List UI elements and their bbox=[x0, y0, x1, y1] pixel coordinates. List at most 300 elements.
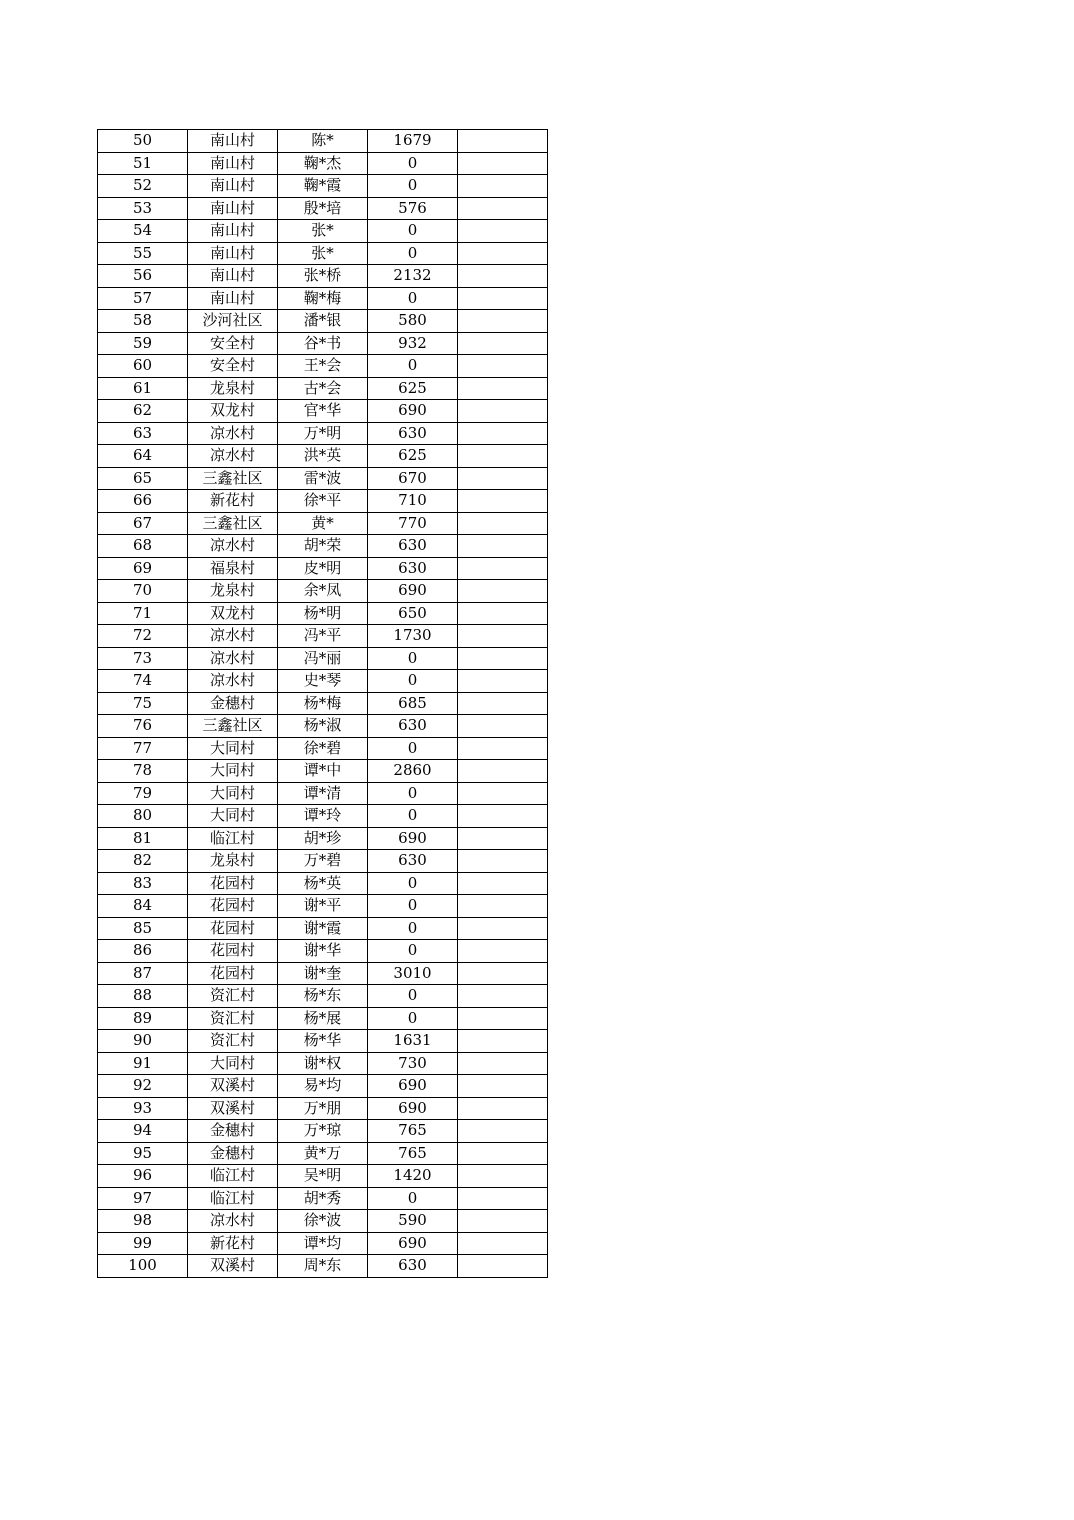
table-row bbox=[98, 355, 548, 378]
row-number-cell: 92 bbox=[98, 1075, 188, 1098]
village-cell: 福泉村 bbox=[188, 557, 278, 580]
name-cell: 王*会 bbox=[278, 355, 368, 378]
amount-cell: 0 bbox=[368, 940, 458, 963]
village-cell: 三鑫社区 bbox=[188, 467, 278, 490]
row-number-cell: 77 bbox=[98, 737, 188, 760]
name-cell: 胡*荣 bbox=[278, 535, 368, 558]
remark-cell bbox=[458, 670, 548, 693]
remark-cell bbox=[458, 895, 548, 918]
village-cell: 双龙村 bbox=[188, 400, 278, 423]
name-cell: 杨*英 bbox=[278, 872, 368, 895]
row-number-cell: 73 bbox=[98, 647, 188, 670]
row-number-cell: 75 bbox=[98, 692, 188, 715]
name-cell: 杨*梅 bbox=[278, 692, 368, 715]
name-cell: 鞠*梅 bbox=[278, 287, 368, 310]
amount-cell: 0 bbox=[368, 872, 458, 895]
name-cell: 张*桥 bbox=[278, 265, 368, 288]
name-cell: 杨*展 bbox=[278, 1007, 368, 1030]
amount-cell: 0 bbox=[368, 175, 458, 198]
row-number-cell: 74 bbox=[98, 670, 188, 693]
remark-cell bbox=[458, 557, 548, 580]
row-number-cell: 60 bbox=[98, 355, 188, 378]
table-row bbox=[98, 197, 548, 220]
remark-cell bbox=[458, 197, 548, 220]
amount-cell: 0 bbox=[368, 647, 458, 670]
row-number-cell: 55 bbox=[98, 242, 188, 265]
table-row bbox=[98, 1120, 548, 1143]
row-number-cell: 84 bbox=[98, 895, 188, 918]
amount-cell: 1420 bbox=[368, 1165, 458, 1188]
amount-cell: 0 bbox=[368, 1187, 458, 1210]
amount-cell: 0 bbox=[368, 895, 458, 918]
name-cell: 万*碧 bbox=[278, 850, 368, 873]
table-row bbox=[98, 1052, 548, 1075]
amount-cell: 690 bbox=[368, 1097, 458, 1120]
amount-cell: 630 bbox=[368, 557, 458, 580]
village-cell: 花园村 bbox=[188, 895, 278, 918]
name-cell: 杨*华 bbox=[278, 1030, 368, 1053]
name-cell: 谭*中 bbox=[278, 760, 368, 783]
name-cell: 余*凤 bbox=[278, 580, 368, 603]
table-row bbox=[98, 895, 548, 918]
row-number-cell: 90 bbox=[98, 1030, 188, 1053]
village-cell: 安全村 bbox=[188, 332, 278, 355]
remark-cell bbox=[458, 1232, 548, 1255]
village-cell: 大同村 bbox=[188, 760, 278, 783]
village-cell: 凉水村 bbox=[188, 625, 278, 648]
amount-cell: 1730 bbox=[368, 625, 458, 648]
row-number-cell: 50 bbox=[98, 130, 188, 153]
amount-cell: 2860 bbox=[368, 760, 458, 783]
remark-cell bbox=[458, 512, 548, 535]
remark-cell bbox=[458, 1007, 548, 1030]
village-cell: 南山村 bbox=[188, 197, 278, 220]
amount-cell: 690 bbox=[368, 827, 458, 850]
row-number-cell: 82 bbox=[98, 850, 188, 873]
village-cell: 双溪村 bbox=[188, 1255, 278, 1278]
row-number-cell: 80 bbox=[98, 805, 188, 828]
row-number-cell: 87 bbox=[98, 962, 188, 985]
amount-cell: 630 bbox=[368, 422, 458, 445]
remark-cell bbox=[458, 602, 548, 625]
table-row bbox=[98, 647, 548, 670]
amount-cell: 690 bbox=[368, 400, 458, 423]
name-cell: 徐*碧 bbox=[278, 737, 368, 760]
row-number-cell: 62 bbox=[98, 400, 188, 423]
table-row bbox=[98, 152, 548, 175]
table-row bbox=[98, 1142, 548, 1165]
remark-cell bbox=[458, 422, 548, 445]
amount-cell: 0 bbox=[368, 917, 458, 940]
table-row bbox=[98, 332, 548, 355]
amount-cell: 630 bbox=[368, 1255, 458, 1278]
remark-cell bbox=[458, 265, 548, 288]
table-row bbox=[98, 220, 548, 243]
village-cell: 龙泉村 bbox=[188, 580, 278, 603]
village-cell: 凉水村 bbox=[188, 445, 278, 468]
table-body bbox=[98, 130, 548, 1278]
amount-cell: 690 bbox=[368, 580, 458, 603]
name-cell: 易*均 bbox=[278, 1075, 368, 1098]
remark-cell bbox=[458, 332, 548, 355]
amount-cell: 590 bbox=[368, 1210, 458, 1233]
table-row bbox=[98, 1075, 548, 1098]
village-cell: 凉水村 bbox=[188, 535, 278, 558]
table-row bbox=[98, 1030, 548, 1053]
amount-cell: 625 bbox=[368, 445, 458, 468]
remark-cell bbox=[458, 175, 548, 198]
remark-cell bbox=[458, 692, 548, 715]
table-row bbox=[98, 445, 548, 468]
village-cell: 双溪村 bbox=[188, 1097, 278, 1120]
name-cell: 冯*丽 bbox=[278, 647, 368, 670]
remark-cell bbox=[458, 1120, 548, 1143]
row-number-cell: 70 bbox=[98, 580, 188, 603]
name-cell: 谭*清 bbox=[278, 782, 368, 805]
village-cell: 花园村 bbox=[188, 917, 278, 940]
remark-cell bbox=[458, 872, 548, 895]
table-row bbox=[98, 1232, 548, 1255]
amount-cell: 630 bbox=[368, 715, 458, 738]
remark-cell bbox=[458, 760, 548, 783]
village-cell: 南山村 bbox=[188, 152, 278, 175]
table-row bbox=[98, 715, 548, 738]
row-number-cell: 91 bbox=[98, 1052, 188, 1075]
row-number-cell: 56 bbox=[98, 265, 188, 288]
remark-cell bbox=[458, 1097, 548, 1120]
table-row bbox=[98, 377, 548, 400]
remark-cell bbox=[458, 1165, 548, 1188]
row-number-cell: 100 bbox=[98, 1255, 188, 1278]
amount-cell: 0 bbox=[368, 737, 458, 760]
remark-cell bbox=[458, 1075, 548, 1098]
name-cell: 杨*东 bbox=[278, 985, 368, 1008]
amount-cell: 650 bbox=[368, 602, 458, 625]
amount-cell: 630 bbox=[368, 535, 458, 558]
name-cell: 吴*明 bbox=[278, 1165, 368, 1188]
row-number-cell: 93 bbox=[98, 1097, 188, 1120]
village-cell: 花园村 bbox=[188, 940, 278, 963]
table-row bbox=[98, 512, 548, 535]
amount-cell: 0 bbox=[368, 670, 458, 693]
row-number-cell: 76 bbox=[98, 715, 188, 738]
name-cell: 谢*霞 bbox=[278, 917, 368, 940]
name-cell: 谷*书 bbox=[278, 332, 368, 355]
row-number-cell: 94 bbox=[98, 1120, 188, 1143]
name-cell: 杨*明 bbox=[278, 602, 368, 625]
amount-cell: 1679 bbox=[368, 130, 458, 153]
row-number-cell: 97 bbox=[98, 1187, 188, 1210]
village-cell: 凉水村 bbox=[188, 647, 278, 670]
amount-cell: 0 bbox=[368, 1007, 458, 1030]
remark-cell bbox=[458, 737, 548, 760]
table-row bbox=[98, 737, 548, 760]
row-number-cell: 81 bbox=[98, 827, 188, 850]
name-cell: 鞠*霞 bbox=[278, 175, 368, 198]
name-cell: 古*会 bbox=[278, 377, 368, 400]
remark-cell bbox=[458, 130, 548, 153]
table-row bbox=[98, 557, 548, 580]
village-cell: 凉水村 bbox=[188, 670, 278, 693]
amount-cell: 710 bbox=[368, 490, 458, 513]
row-number-cell: 69 bbox=[98, 557, 188, 580]
remark-cell bbox=[458, 962, 548, 985]
table-row bbox=[98, 287, 548, 310]
amount-cell: 580 bbox=[368, 310, 458, 333]
name-cell: 雷*波 bbox=[278, 467, 368, 490]
table-row bbox=[98, 692, 548, 715]
table-row bbox=[98, 1210, 548, 1233]
row-number-cell: 95 bbox=[98, 1142, 188, 1165]
remark-cell bbox=[458, 1210, 548, 1233]
row-number-cell: 59 bbox=[98, 332, 188, 355]
village-cell: 金穗村 bbox=[188, 1142, 278, 1165]
village-cell: 双龙村 bbox=[188, 602, 278, 625]
row-number-cell: 96 bbox=[98, 1165, 188, 1188]
table-row bbox=[98, 175, 548, 198]
remark-cell bbox=[458, 827, 548, 850]
remark-cell bbox=[458, 535, 548, 558]
remark-cell bbox=[458, 850, 548, 873]
row-number-cell: 86 bbox=[98, 940, 188, 963]
remark-cell bbox=[458, 310, 548, 333]
village-cell: 龙泉村 bbox=[188, 850, 278, 873]
name-cell: 鞠*杰 bbox=[278, 152, 368, 175]
amount-cell: 690 bbox=[368, 1232, 458, 1255]
amount-cell: 625 bbox=[368, 377, 458, 400]
village-cell: 南山村 bbox=[188, 220, 278, 243]
name-cell: 张* bbox=[278, 220, 368, 243]
row-number-cell: 79 bbox=[98, 782, 188, 805]
table-row bbox=[98, 872, 548, 895]
table-row bbox=[98, 827, 548, 850]
remark-cell bbox=[458, 805, 548, 828]
row-number-cell: 72 bbox=[98, 625, 188, 648]
row-number-cell: 88 bbox=[98, 985, 188, 1008]
name-cell: 徐*波 bbox=[278, 1210, 368, 1233]
table-row bbox=[98, 400, 548, 423]
remark-cell bbox=[458, 355, 548, 378]
village-cell: 龙泉村 bbox=[188, 377, 278, 400]
village-cell: 南山村 bbox=[188, 242, 278, 265]
name-cell: 谢*平 bbox=[278, 895, 368, 918]
name-cell: 张* bbox=[278, 242, 368, 265]
remark-cell bbox=[458, 242, 548, 265]
village-cell: 花园村 bbox=[188, 872, 278, 895]
name-cell: 官*华 bbox=[278, 400, 368, 423]
table-row bbox=[98, 242, 548, 265]
table-row bbox=[98, 467, 548, 490]
amount-cell: 770 bbox=[368, 512, 458, 535]
amount-cell: 0 bbox=[368, 152, 458, 175]
name-cell: 史*琴 bbox=[278, 670, 368, 693]
row-number-cell: 61 bbox=[98, 377, 188, 400]
village-cell: 三鑫社区 bbox=[188, 512, 278, 535]
village-cell: 临江村 bbox=[188, 1187, 278, 1210]
remark-cell bbox=[458, 917, 548, 940]
remark-cell bbox=[458, 647, 548, 670]
amount-cell: 0 bbox=[368, 287, 458, 310]
amount-cell: 2132 bbox=[368, 265, 458, 288]
remark-cell bbox=[458, 625, 548, 648]
amount-cell: 765 bbox=[368, 1120, 458, 1143]
village-cell: 南山村 bbox=[188, 265, 278, 288]
amount-cell: 932 bbox=[368, 332, 458, 355]
remark-cell bbox=[458, 1187, 548, 1210]
amount-cell: 0 bbox=[368, 220, 458, 243]
table-row bbox=[98, 535, 548, 558]
table-row bbox=[98, 782, 548, 805]
village-cell: 南山村 bbox=[188, 175, 278, 198]
amount-cell: 685 bbox=[368, 692, 458, 715]
remark-cell bbox=[458, 490, 548, 513]
village-cell: 资汇村 bbox=[188, 1030, 278, 1053]
village-cell: 大同村 bbox=[188, 1052, 278, 1075]
name-cell: 黄*万 bbox=[278, 1142, 368, 1165]
row-number-cell: 53 bbox=[98, 197, 188, 220]
village-cell: 临江村 bbox=[188, 827, 278, 850]
remark-cell bbox=[458, 580, 548, 603]
row-number-cell: 57 bbox=[98, 287, 188, 310]
row-number-cell: 83 bbox=[98, 872, 188, 895]
village-cell: 大同村 bbox=[188, 782, 278, 805]
table-row bbox=[98, 760, 548, 783]
amount-cell: 730 bbox=[368, 1052, 458, 1075]
village-cell: 新花村 bbox=[188, 1232, 278, 1255]
name-cell: 万*朋 bbox=[278, 1097, 368, 1120]
village-cell: 三鑫社区 bbox=[188, 715, 278, 738]
remark-cell bbox=[458, 985, 548, 1008]
row-number-cell: 51 bbox=[98, 152, 188, 175]
name-cell: 谢*奎 bbox=[278, 962, 368, 985]
village-cell: 金穗村 bbox=[188, 692, 278, 715]
table-row bbox=[98, 490, 548, 513]
remark-cell bbox=[458, 287, 548, 310]
row-number-cell: 85 bbox=[98, 917, 188, 940]
table-row bbox=[98, 625, 548, 648]
table-row bbox=[98, 670, 548, 693]
row-number-cell: 71 bbox=[98, 602, 188, 625]
table-row bbox=[98, 130, 548, 153]
table-row bbox=[98, 310, 548, 333]
village-cell: 金穗村 bbox=[188, 1120, 278, 1143]
amount-cell: 0 bbox=[368, 355, 458, 378]
remark-cell bbox=[458, 152, 548, 175]
table-row bbox=[98, 1097, 548, 1120]
name-cell: 徐*平 bbox=[278, 490, 368, 513]
remark-cell bbox=[458, 1052, 548, 1075]
village-cell: 资汇村 bbox=[188, 1007, 278, 1030]
table-row bbox=[98, 1007, 548, 1030]
remark-cell bbox=[458, 1142, 548, 1165]
amount-cell: 3010 bbox=[368, 962, 458, 985]
village-cell: 大同村 bbox=[188, 805, 278, 828]
row-number-cell: 58 bbox=[98, 310, 188, 333]
amount-cell: 690 bbox=[368, 1075, 458, 1098]
village-cell: 安全村 bbox=[188, 355, 278, 378]
table-row bbox=[98, 422, 548, 445]
name-cell: 胡*秀 bbox=[278, 1187, 368, 1210]
row-number-cell: 78 bbox=[98, 760, 188, 783]
row-number-cell: 99 bbox=[98, 1232, 188, 1255]
table-row bbox=[98, 962, 548, 985]
village-cell: 花园村 bbox=[188, 962, 278, 985]
row-number-cell: 66 bbox=[98, 490, 188, 513]
name-cell: 皮*明 bbox=[278, 557, 368, 580]
name-cell: 冯*平 bbox=[278, 625, 368, 648]
village-cell: 临江村 bbox=[188, 1165, 278, 1188]
name-cell: 黄* bbox=[278, 512, 368, 535]
row-number-cell: 98 bbox=[98, 1210, 188, 1233]
amount-cell: 630 bbox=[368, 850, 458, 873]
amount-cell: 0 bbox=[368, 805, 458, 828]
remark-cell bbox=[458, 715, 548, 738]
amount-cell: 0 bbox=[368, 242, 458, 265]
name-cell: 洪*英 bbox=[278, 445, 368, 468]
name-cell: 万*琼 bbox=[278, 1120, 368, 1143]
village-cell: 双溪村 bbox=[188, 1075, 278, 1098]
table-row bbox=[98, 917, 548, 940]
name-cell: 陈* bbox=[278, 130, 368, 153]
table-row bbox=[98, 940, 548, 963]
table-row bbox=[98, 985, 548, 1008]
remark-cell bbox=[458, 220, 548, 243]
remark-cell bbox=[458, 400, 548, 423]
name-cell: 潘*银 bbox=[278, 310, 368, 333]
remark-cell bbox=[458, 445, 548, 468]
name-cell: 胡*珍 bbox=[278, 827, 368, 850]
amount-cell: 765 bbox=[368, 1142, 458, 1165]
village-cell: 南山村 bbox=[188, 130, 278, 153]
table-row bbox=[98, 1165, 548, 1188]
remark-cell bbox=[458, 377, 548, 400]
row-number-cell: 54 bbox=[98, 220, 188, 243]
village-cell: 凉水村 bbox=[188, 422, 278, 445]
name-cell: 谭*玲 bbox=[278, 805, 368, 828]
amount-cell: 576 bbox=[368, 197, 458, 220]
village-cell: 南山村 bbox=[188, 287, 278, 310]
table-row bbox=[98, 580, 548, 603]
table-row bbox=[98, 805, 548, 828]
amount-cell: 0 bbox=[368, 985, 458, 1008]
village-cell: 凉水村 bbox=[188, 1210, 278, 1233]
name-cell: 周*东 bbox=[278, 1255, 368, 1278]
remark-cell bbox=[458, 1255, 548, 1278]
data-table bbox=[97, 129, 548, 1278]
row-number-cell: 68 bbox=[98, 535, 188, 558]
row-number-cell: 52 bbox=[98, 175, 188, 198]
row-number-cell: 64 bbox=[98, 445, 188, 468]
table-row bbox=[98, 1255, 548, 1278]
row-number-cell: 89 bbox=[98, 1007, 188, 1030]
village-cell: 沙河社区 bbox=[188, 310, 278, 333]
village-cell: 资汇村 bbox=[188, 985, 278, 1008]
table-row bbox=[98, 850, 548, 873]
village-cell: 新花村 bbox=[188, 490, 278, 513]
remark-cell bbox=[458, 1030, 548, 1053]
name-cell: 谢*华 bbox=[278, 940, 368, 963]
table-row bbox=[98, 265, 548, 288]
name-cell: 谢*权 bbox=[278, 1052, 368, 1075]
remark-cell bbox=[458, 782, 548, 805]
remark-cell bbox=[458, 467, 548, 490]
name-cell: 谭*均 bbox=[278, 1232, 368, 1255]
row-number-cell: 65 bbox=[98, 467, 188, 490]
table-row bbox=[98, 602, 548, 625]
amount-cell: 1631 bbox=[368, 1030, 458, 1053]
remark-cell bbox=[458, 940, 548, 963]
row-number-cell: 67 bbox=[98, 512, 188, 535]
